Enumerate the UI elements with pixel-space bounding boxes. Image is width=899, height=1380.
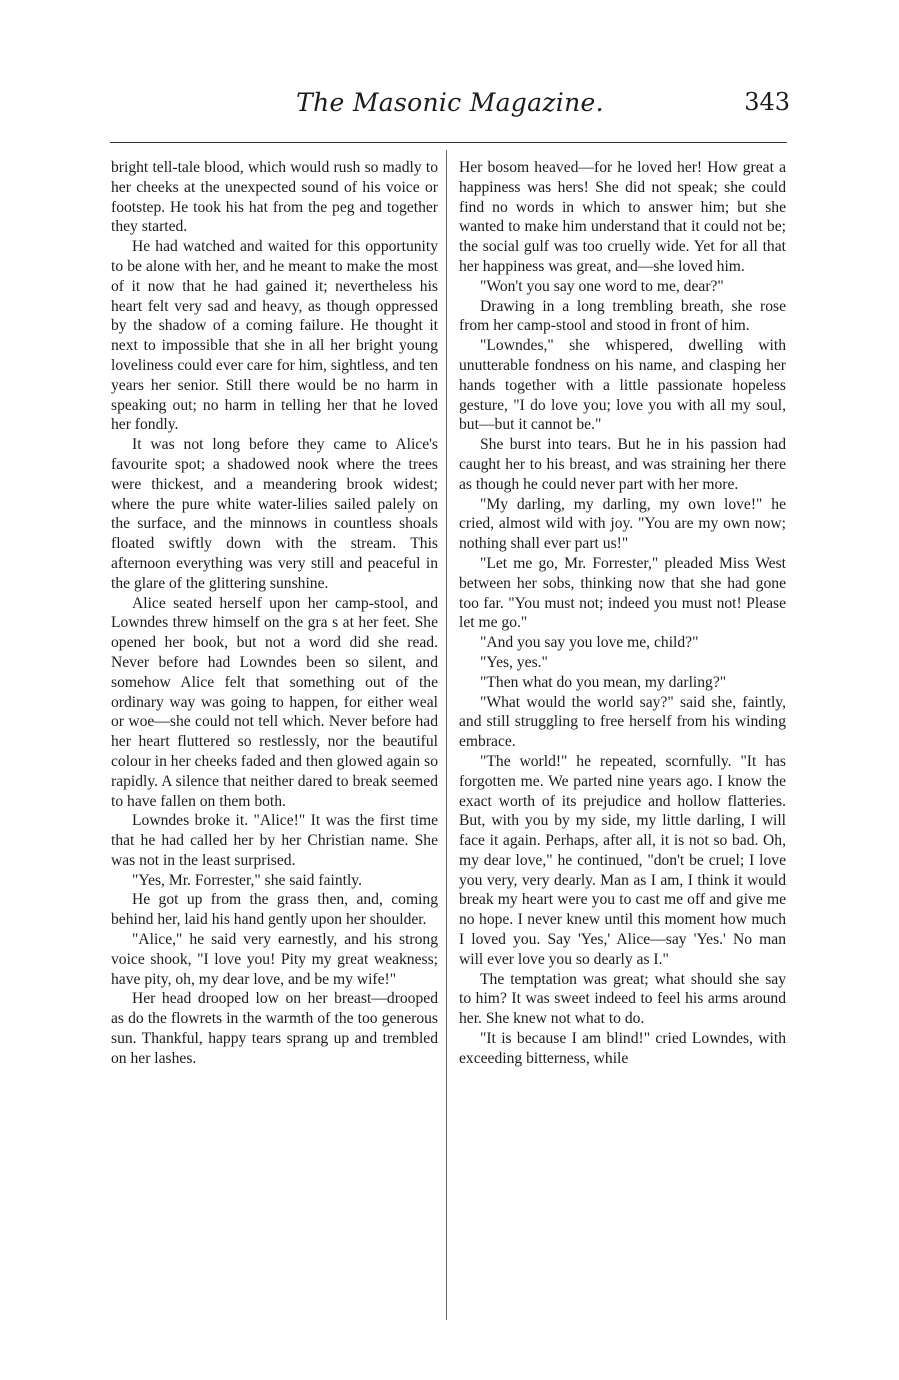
paragraph: bright tell-tale blood, which would rush so madly to her cheeks at the unexpected sound of his voice or footstep. He took his hat from the peg and together they started. [111,159,438,236]
paragraph: Drawing in a long trembling breath, she rose from her camp-stool and stood in front of him. [459,297,786,335]
column-divider [446,150,447,1320]
paragraph: "What would the world say?" said she, faintly, and still struggling to free herself from his winding embrace. [459,693,786,751]
paragraph: He had watched and waited for this opportunity to be alone with her, and he meant to make the most of it now that he had gained it; nevertheless his heart felt very sad and heavy, as though oppressed by the shadow of a coming failure. He thought it next to impossible that she in all her bright young loveliness could ever care for him, sightless, and ten years her senior. Still there would be no harm in speaking out; no harm in telling her that he loved her fondly. [111,238,438,434]
paragraph: Her head drooped low on her breast—drooped as do the flowrets in the warmth of the too generous sun. Thankful, happy tears sprang up and trembled on her lashes. [111,990,438,1067]
paragraph: "Let me go, Mr. Forrester," pleaded Miss West between her sobs, thinking now that she had gone too far. "You must not; indeed you must not! Please let me go." [459,554,786,632]
paragraph: "Alice," he said very earnestly, and his strong voice shook, "I love you! Pity my great weakness; have pity, oh, my dear love, and be my wife!" [111,931,438,988]
paragraph: "My darling, my darling, my own love!" he cried, almost wild with joy. "You are my own now; nothing shall ever part us!" [459,495,786,553]
paragraph: Lowndes broke it. "Alice!" It was the first time that he had called her by her Christian name. She was not in the least surprised. [111,812,438,869]
right-column [459,158,786,1069]
paragraph: The temptation was great; what should she say to him? It was sweet indeed to feel his arms around her. She knew not what to do. [459,970,786,1028]
left-column [111,158,438,1069]
paragraph: "Lowndes," she whispered, dwelling with unutterable fondness on his name, and clasping her hands together with a little passionate hopeless gesture, "I do love you; love you with all my soul, but—but it cannot be." [459,337,786,434]
page-number: 343 [744,88,790,116]
paragraph: "Yes, yes." [480,653,548,671]
paragraph: Her bosom heaved—for he loved her! How great a happiness was hers! She did not speak; she could find no words in which to answer him; but she wanted to make him understand that it could not be; the social gulf was too cruelly wide. Yet for all that her happiness was great, and—she loved him. [459,159,786,275]
paragraph: "Yes, Mr. Forrester," she said faintly. [132,871,362,889]
paragraph: Alice seated herself upon her camp-stool, and Lowndes threw himself on the gra s at her feet. She opened her book, but not a word did she read. Never before had Lowndes been so silent, and somehow Alice felt that something out of the ordinary way was going to happen, for either weal or woe—she could not tell which. Never before had her heart fluttered so restlessly, nor the beautiful colour in her cheeks faded and then glowed again so rapidly. A silence that neither dared to break seemed to have fallen on them both. [111,594,438,810]
paragraph: "The world!" he repeated, scornfully. "It has forgotten me. We parted nine years ago. I know the exact worth of its prejudice and hollow flatteries. But, with you by my side, my little darling, I will face it again. Perhaps, after all, it is not so bad. Oh, my dear love," he continued, "don't be cruel; I love you very, very dearly. Man as I am, I think it would break my heart were you to cast me off and give me no hope. I never knew until this moment how much I loved you. Say 'Yes,' Alice—say 'Yes.' No man will ever love you so dearly as I." [459,752,786,968]
magazine-title: The Masonic Magazine. [296,88,604,117]
paragraph: He got up from the grass then, and, coming behind her, laid his hand gently upon her shoulder. [111,891,438,929]
page-header [110,88,790,128]
paragraph: "And you say you love me, child?" [480,634,699,652]
paragraph: It was not long before they came to Alice's favourite spot; a shadowed nook where the trees were thickest, and a meandering brook widest; where the pure white water-lilies sailed palely on the surface, and the minnows in countless shoals floated swiftly down with the stream. This afternoon everything was very still and peaceful in the glare of the glittering sunshine. [111,436,438,592]
paragraph: "Then what do you mean, my darling?" [480,673,727,691]
paragraph: She burst into tears. But he in his passion had caught her to his breast, and was straining her there as though he could never part with her more. [459,436,786,493]
header-rule [110,142,787,143]
paragraph: "It is because I am blind!" cried Lowndes, with exceeding bitterness, while [459,1030,786,1067]
paragraph: "Won't you say one word to me, dear?" [480,277,724,295]
